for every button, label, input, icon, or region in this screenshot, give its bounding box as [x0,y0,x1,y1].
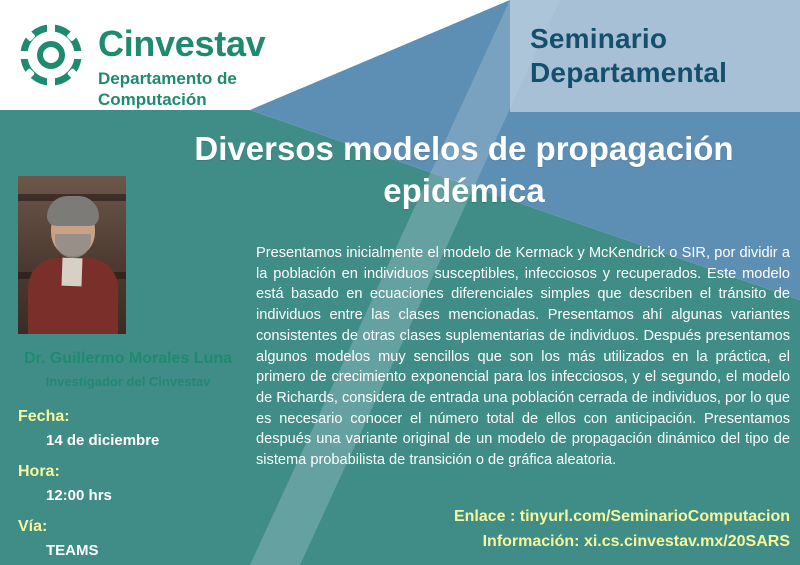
speaker-role: Investigador del Cinvestav [45,374,211,389]
date-label: Fecha: [18,408,70,425]
photo-collar [62,258,83,287]
info-link[interactable]: Información: xi.cs.cinvestav.mx/20SARS [482,533,790,550]
via-label: Vía: [18,518,48,535]
time-value: 12:00 hrs [46,487,112,504]
time-label: Hora: [18,463,60,480]
speaker-name: Dr. Guillermo Morales Luna [23,350,233,367]
logo-department-line2: Computación [98,90,207,110]
event-details [18,408,248,565]
date-value: 14 de diciembre [46,432,160,449]
speaker-photo [18,176,126,334]
logo-text [98,23,266,111]
logo [14,14,314,114]
page-title: Diversos modelos de propagación epidémica [194,130,734,210]
seminar-header-line1: Seminario [530,22,668,54]
seminar-header-line2: Departamental [530,57,728,88]
links-block [256,508,790,551]
seminar-header [510,0,800,112]
logo-department-line1: Departamento de [98,69,237,88]
photo-hair [47,196,99,226]
logo-name: Cinvestav [98,23,266,64]
abstract-text: Presentamos inicialmente el modelo de Kermack y McKendrick o SIR, por dividir a la población en individuos susceptibles, infecciosos y recuperados. Este modelo está basado en ecuaciones diferenciales simples que describen el tránsito de individuos entre las clases mencionadas. Presentamos ahí algunas variantes consistentes de otras clases suplementarias de individuos. Después presentamos algunos modelos muy sencillos que son los más utilizados en la práctica, el primero de crecimiento exponencial para los infecciosos, y el segundo, el modelo de Richards, considera de entrada una población cerrada de individuos, por lo que es necesario conocer el número total de ellos con anticipación. Presentamos después una variante original de un modelo de propagación dinámico del tipo de sistema probabilista de transición o de gráfica aleatoria. [256,245,790,469]
seminar-link[interactable]: Enlace : tinyurl.com/SeminarioComputacion [453,508,790,525]
logo-department [98,68,265,111]
cinvestav-gear-icon [14,18,88,92]
via-value: TEAMS [46,542,99,559]
